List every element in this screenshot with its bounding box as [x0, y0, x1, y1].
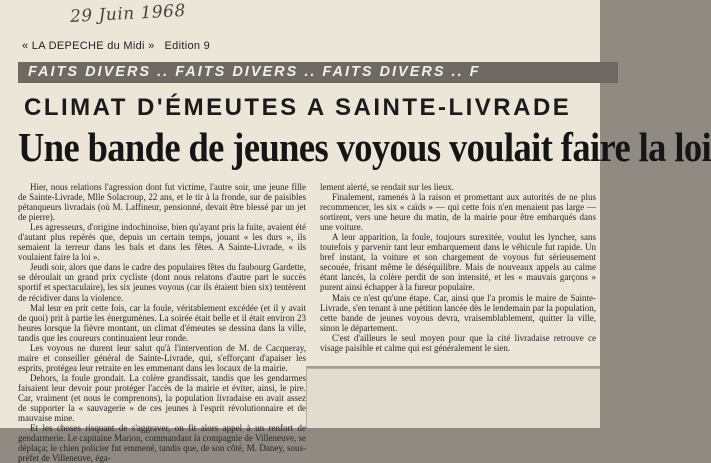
article-paragraph: Les voyous ne durent leur salut qu'à l'intervention de M. de Cacqueray, maire et conseiller général de Sainte-Livrade, qui, s'efforçant d'apaiser les esprits, protégea leur retraite en les emmenant dans les locaux de la mairie.	[18, 342, 306, 373]
handwritten-date: 29 Juin 1968	[69, 0, 187, 28]
article-paragraph: Dehors, la foule grondait. La colère grandissait, tandis que les gendarmes faisaient leur devoir pour protéger l'accès de la mairie et éviter, ainsi, le pire. Car, vraiment (et nous le comprenons), la population livradaise en avait assez de supporter la « sauvagerie » de ces jeunes à l'esprit révolutionnaire et de mauvaise mine.	[18, 372, 306, 424]
edition-label: Edition 9	[164, 40, 211, 52]
article-paragraph: C'est d'ailleurs le seul moyen pour que la cité livradaise retrouve ce visage paisible et calme qui est généralement le sien.	[320, 332, 596, 353]
kicker-headline: CLIMAT D'ÉMEUTES A SAINTE-LIVRADE	[24, 94, 572, 121]
article-paragraph: Finalement, ramenés à la raison et promettant aux autorités de ne plus recommencer, les six « caïds » — qui cette fois n'en menaient pas large — sortirent, vers une heure du matin, de la mairie pour être embarqués dans une voiture.	[320, 192, 596, 233]
source-line	[22, 40, 210, 52]
article-paragraph: A leur apparition, la foule, toujours surexitée, voulut les lyncher, sans toutefois y parvenir tant leur embarquement dans le véhicule fut rapide. Un bref instant, la voiture et son chargement de voyous fut sérieusement secouée, frisant même le déséquilibre. Mais de nouveaux appels au calme étant lancés, la colère perdit de son intensité, et les « mauvais garçons » purent ainsi échapper à la fureur populaire.	[320, 232, 596, 293]
article-column-right	[320, 182, 596, 353]
article-paragraph: Et les choses risquant de s'aggraver, on fit alors appel à un renfort de gendarmerie. Le capitaine Marion, commandant la compagnie de Villeneuve, se déplaça; le chien policier fut emmené, tandis que, de son côté, M. Daney, sous-préfet de Villeneuve, éga-	[18, 423, 306, 463]
article-paragraph: Mais ce n'est qu'une étape. Car, ainsi que l'a promis le maire de Sainte-Livrade, s'en tenant à une pétition lancée dès le lendemain par la population, cette bande de jeunes voyous devra, vraisemblablement, quitter la ville, sinon le département.	[320, 292, 596, 333]
main-headline: Une bande de jeunes voyous voulait faire la loi	[18, 124, 711, 170]
article-paragraph: Hier, nous relations l'agression dont fut victime, l'autre soir, une jeune fille de Sainte-Livrade, Mlle Solacroup, 22 ans, et le tir à la fronde, sur de paisibles pétanqueurs livradais (où M. Laffineur, pensionné, devait être blessé par un jet de pierre).	[18, 182, 306, 223]
rubric-banner: FAITS DIVERS .. FAITS DIVERS .. FAITS DIVERS .. F	[18, 62, 618, 83]
article-paragraph: Les agresseurs, d'origine indochinoise, bien qu'ayant pris la fuite, avaient été d'autant plus repérés que, depuis un certain temps, jouant « les durs », ils semaient la terreur dans les bals et dans les fêtes. A Sainte-Livrade, « ils voulaient faire la loi ».	[18, 222, 306, 263]
article-column-left	[18, 182, 306, 463]
article-paragraph: Jeudi soir, alors que dans le cadre des populaires fêtes du faubourg Gardette, se déroulait un grand prix cycliste (dont nous relatons d'autre part le succès sportif et spectaculaire), les six jeunes voyous (car ils étaient bien six) tentèrent de récidiver dans la violence.	[18, 262, 306, 303]
article-paragraph: lement alerté, se rendait sur les lieux.	[320, 182, 454, 192]
clipping-cut-edge	[306, 368, 600, 428]
newspaper-name: « LA DEPECHE du Midi »	[22, 40, 155, 52]
article-paragraph: Mal leur en prit cette fois, car la foule, véritablement excédée (et il y avait de quoi) prit à partie les énergumènes. La soirée était belle et il était environ 23 heures lorsque la fièvre montant, un climat d'émeutes se dessina dans la ville, tandis que les coureurs continuaient leur ronde.	[18, 302, 306, 343]
